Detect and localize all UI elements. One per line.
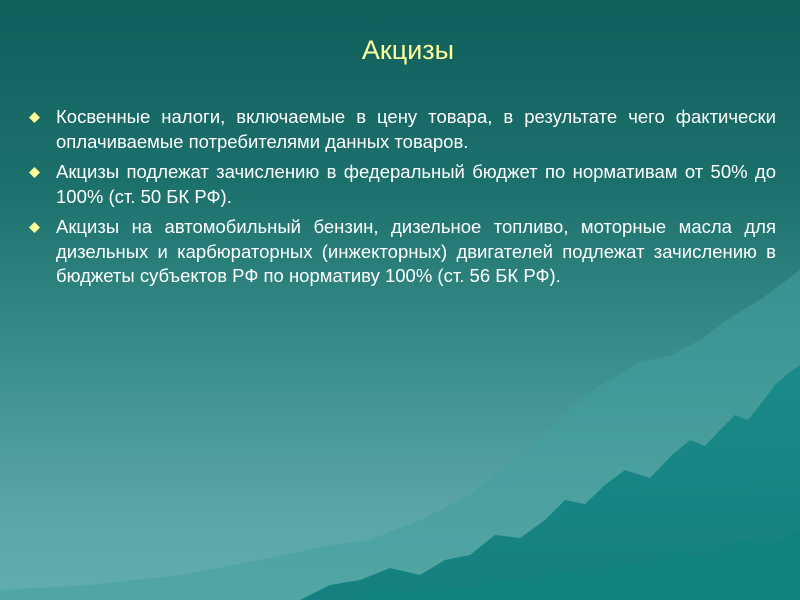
bullet-item (28, 215, 776, 289)
diamond-bullet-icon (29, 222, 40, 233)
bullet-text: Акцизы на автомобильный бензин, дизельное топливо, моторные масла для дизельных и карбюраторных (инжекторных) двигателей подлежат зачислению в бюджеты субъектов РФ по нормативу 100% (ст. 56 БК РФ). (56, 216, 776, 286)
bullet-list (28, 105, 776, 295)
diamond-bullet-icon (29, 112, 40, 123)
bullet-text: Акцизы подлежат зачислению в федеральный бюджет по нормативам от 50% до 100% (ст. 50 БК РФ). (56, 161, 776, 207)
bullet-item (28, 105, 776, 154)
diamond-bullet-icon (29, 167, 40, 178)
bullet-item (28, 160, 776, 209)
slide-title: Акцизы (361, 35, 455, 65)
bullet-text: Косвенные налоги, включаемые в цену товара, в результате чего фактически оплачиваемые потребителями данных товаров. (56, 106, 776, 152)
